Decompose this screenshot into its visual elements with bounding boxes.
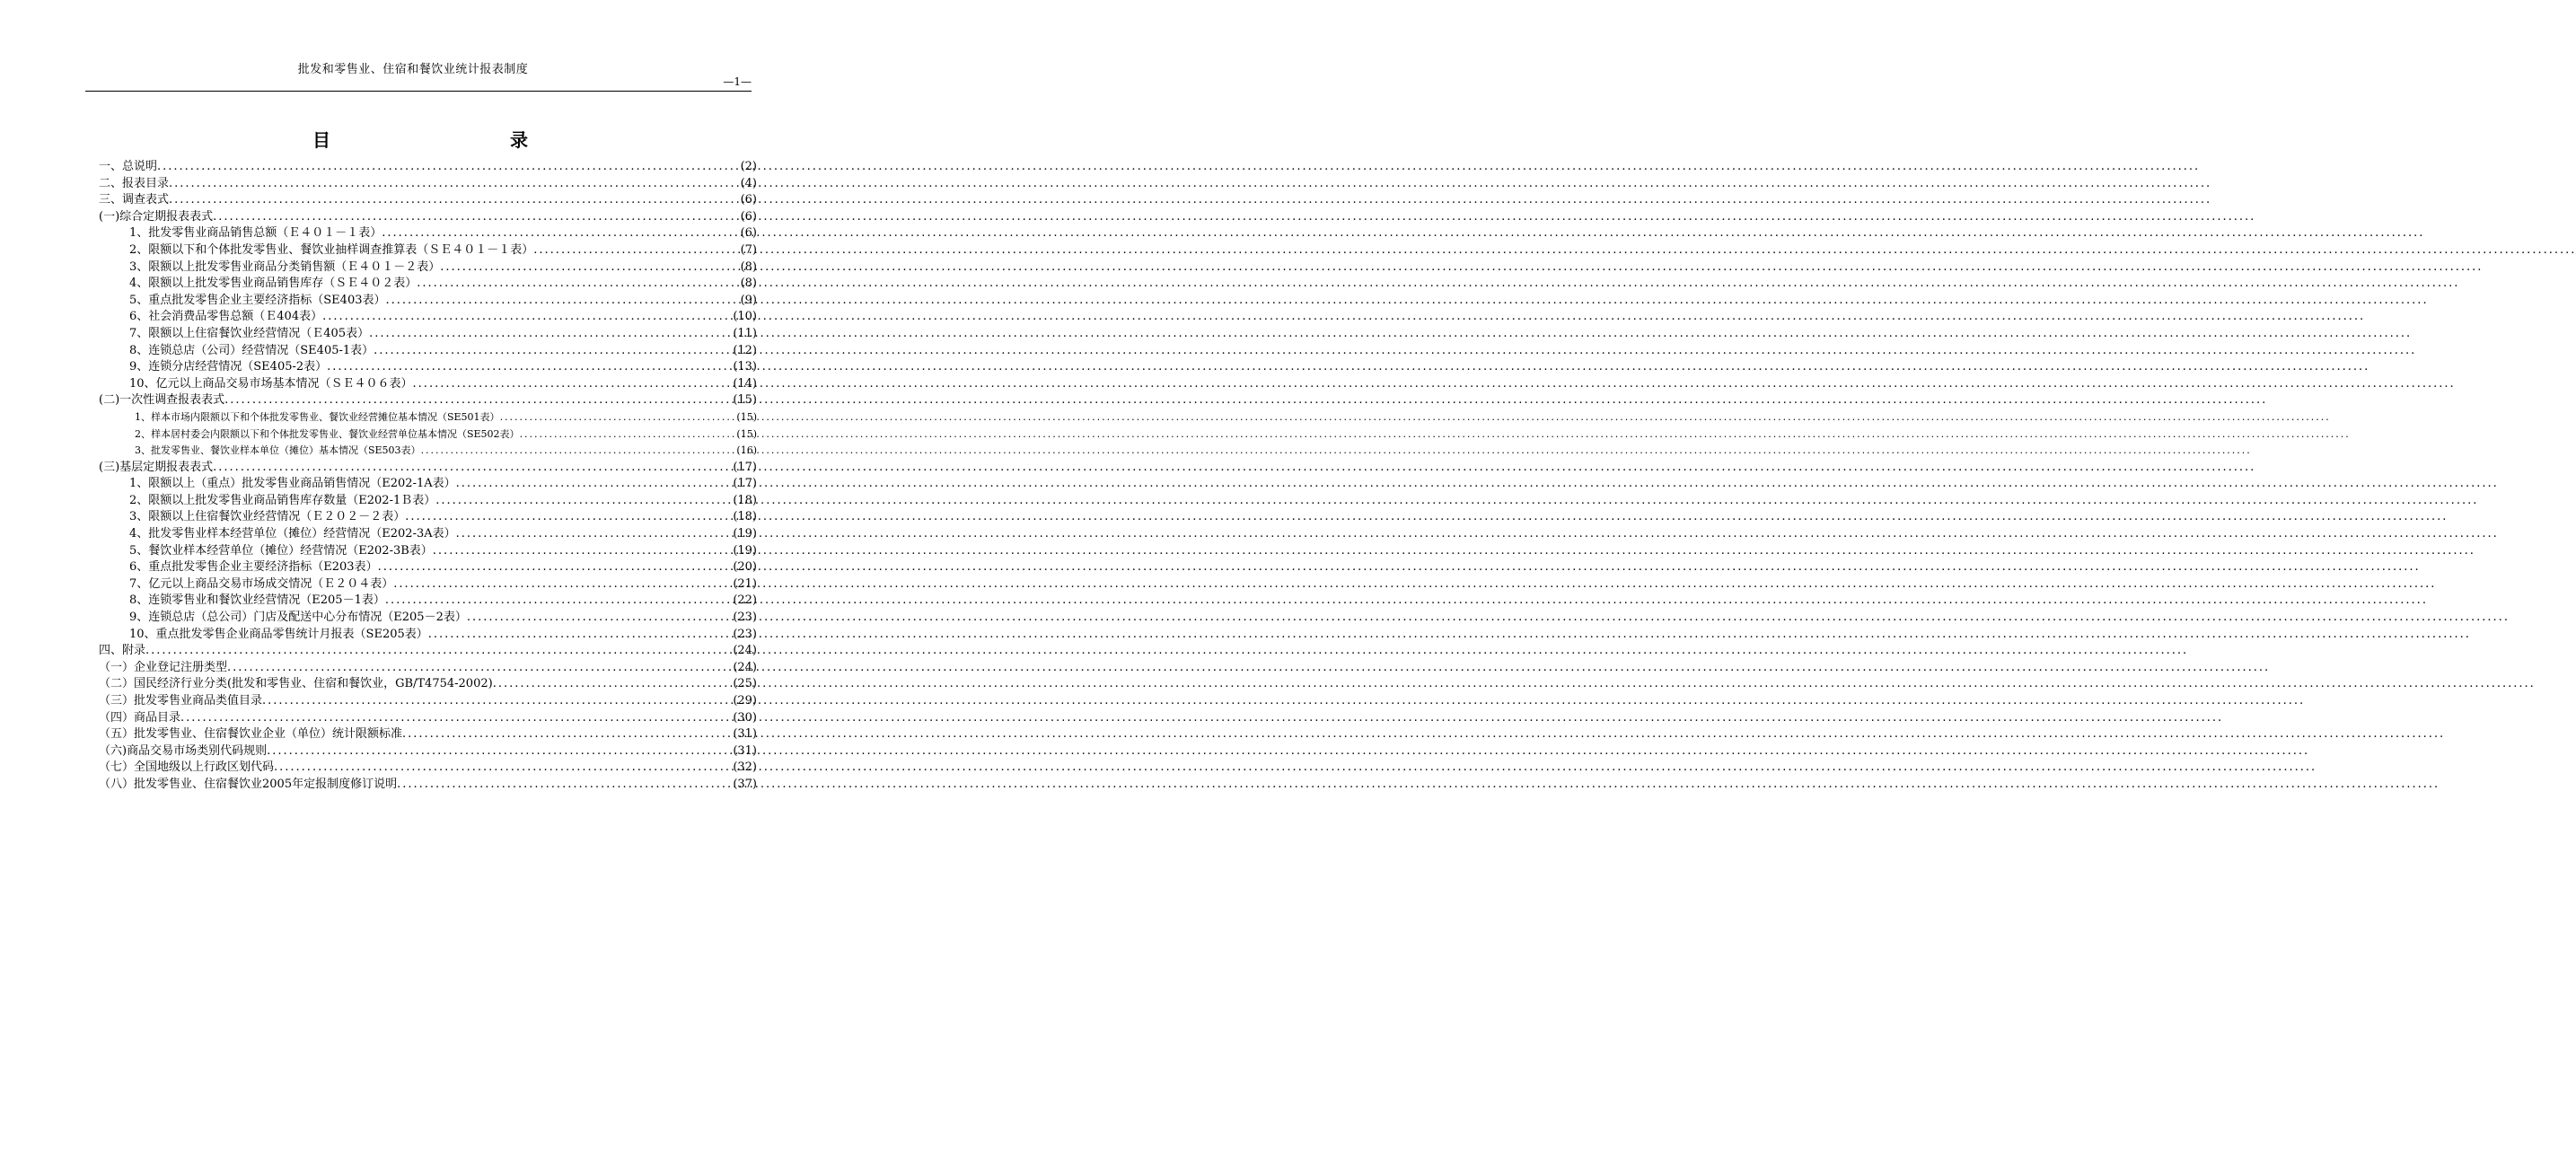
toc-leader (145, 643, 729, 660)
toc-entry-page: (15) (736, 427, 757, 440)
toc-entry[interactable] (99, 643, 757, 660)
toc-entry-page: (20) (733, 560, 757, 575)
toc-entry[interactable] (99, 660, 757, 677)
toc-entry[interactable] (99, 293, 757, 310)
toc-entry-page: (11) (733, 326, 757, 340)
toc-entry[interactable] (99, 426, 757, 444)
toc-entry-page: (17) (733, 460, 757, 474)
toc-leader (267, 743, 729, 760)
toc-entry-label: 1、限额以上（重点）批发零售业商品销售情况（E202-1A表） (129, 477, 456, 491)
toc-leader (369, 326, 729, 343)
toc-leader (467, 610, 729, 627)
toc-entry-label: 3、批发零售业、餐饮业样本单位（摊位）基本情况（SE503表） (135, 444, 421, 457)
toc-entry-page: (10) (733, 310, 757, 324)
toc-leader (227, 660, 729, 677)
toc-entry-page: (6) (740, 193, 757, 207)
toc-entry-label: 10、亿元以上商品交易市场基本情况（ＳＥ４０６表） (129, 376, 413, 391)
toc-leader (413, 376, 730, 393)
toc-entry[interactable] (99, 242, 757, 259)
toc-entry-page: (24) (733, 644, 757, 658)
toc-entry-label: 8、连锁零售业和餐饮业经营情况（E205－1表） (129, 593, 385, 608)
toc-entry-page: (24) (733, 660, 757, 674)
toc-leader (433, 543, 730, 560)
toc-entry-label: 7、限额以上住宿餐饮业经营情况（Ｅ405表） (129, 326, 370, 340)
toc-entry[interactable] (99, 743, 757, 760)
toc-entry[interactable] (99, 343, 757, 360)
toc-entry-page: (29) (733, 694, 757, 708)
toc-entry-label: 二、报表目录 (99, 176, 170, 190)
toc-entry-page: (19) (733, 543, 757, 558)
toc-entry[interactable] (99, 359, 757, 376)
toc-entry-page: (32) (733, 760, 757, 775)
toc-entry-page: (12) (733, 343, 757, 357)
toc-entry[interactable] (99, 276, 757, 293)
toc-entry-page: (8) (740, 259, 757, 274)
toc-entry-label: 8、连锁总店（公司）经营情况（SE405-1表） (129, 343, 374, 357)
toc-entry[interactable] (99, 493, 757, 510)
toc-entry-label: 7、亿元以上商品交易市场成交情况（Ｅ２０４表） (129, 576, 394, 591)
toc-entry-label: 2、限额以下和个体批发零售业、餐饮业抽样调查推算表（ＳＥ４０１－１表） (129, 242, 534, 257)
toc-entry-label: （四）商品目录 (99, 710, 181, 725)
toc-entry-page: (6) (740, 226, 757, 241)
toc-entry-label: 5、重点批发零售企业主要经济指标（SE403表） (129, 293, 386, 307)
toc-leader (385, 293, 736, 310)
toc-entry-label: （八）批发零售业、住宿餐饮业2005年定报制度修订说明 (99, 777, 398, 791)
toc-entry[interactable] (99, 509, 757, 526)
toc-leader (397, 777, 729, 794)
toc-entry[interactable] (99, 460, 757, 477)
toc-entry[interactable] (99, 326, 757, 343)
toc-entry-page: (18) (733, 493, 757, 507)
toc-entry[interactable] (99, 259, 757, 277)
toc-leader (180, 710, 729, 727)
toc-leader (385, 593, 729, 610)
toc-entry-label: （三）批发零售业商品类值目录 (99, 694, 263, 708)
toc-entry[interactable] (99, 693, 757, 710)
toc-entry[interactable] (99, 576, 757, 593)
toc-leader (157, 159, 737, 176)
toc-leader (533, 242, 736, 259)
toc-entry-label: (一)综合定期报表表式 (99, 209, 214, 224)
toc-entry-label: 四、附录 (99, 644, 146, 658)
header-title: 批发和零售业、住宿和餐饮业统计报表制度 (297, 63, 529, 76)
toc-heading-right: 录 (510, 129, 528, 151)
toc-leader (378, 559, 730, 576)
toc-entry-label: 1、批发零售业商品销售总额（Ｅ４０１－１表） (129, 226, 382, 241)
toc-entry-label: 9、连锁分店经营情况（SE405-2表） (129, 360, 328, 374)
toc-entry-label: （六)商品交易市场类别代码规则 (99, 743, 268, 758)
toc-entry[interactable] (99, 526, 757, 543)
toc-entry-label: （七）全国地级以上行政区划代码 (99, 760, 275, 775)
toc-leader (500, 409, 734, 426)
toc-entry-label: (二)一次性调查报表表式 (99, 393, 225, 408)
toc-entry[interactable] (99, 777, 757, 794)
toc-entry-label: 3、限额以上住宿餐饮业经营情况（Ｅ２０２－２表） (129, 510, 406, 524)
toc-entry[interactable] (99, 610, 757, 627)
toc-entry[interactable] (99, 627, 757, 644)
toc-entry-label: 1、样本市场内限额以下和个体批发零售业、餐饮业经营摊位基本情况（SE501表） (135, 410, 500, 423)
toc-leader (520, 426, 734, 444)
toc-entry-page: (31) (733, 743, 757, 758)
toc-leader (440, 259, 736, 277)
toc-entry[interactable] (99, 309, 757, 326)
toc-entry[interactable] (99, 710, 757, 727)
toc-entry-page: (15) (736, 410, 757, 423)
toc-entry-label: 6、重点批发零售企业主要经济指标（E203表） (129, 560, 378, 575)
toc-entry-page: (14) (733, 376, 757, 391)
toc-entry-label: 9、连锁总店（总公司）门店及配送中心分布情况（E205－2表） (129, 611, 467, 625)
toc-leader (262, 693, 729, 710)
toc-leader (274, 760, 729, 777)
toc-entry-page: (7) (740, 242, 757, 257)
toc-entry[interactable] (99, 176, 757, 193)
toc-entry-page: (30) (733, 710, 757, 725)
toc-entry-label: 2、样本居村委会内限额以下和个体批发零售业、餐饮业经营单位基本情况（SE502表） (135, 427, 520, 440)
toc-entry[interactable] (99, 593, 757, 610)
toc-leader (493, 676, 730, 693)
toc-leader (435, 493, 729, 510)
toc-entry-page: (13) (733, 360, 757, 374)
toc-entry-label: 5、餐饮业样本经营单位（摊位）经营情况（E202-3B表） (129, 543, 433, 558)
toc-entry-label: 三、调查表式 (99, 193, 170, 207)
toc-heading (312, 126, 528, 152)
toc-entry-page: (2) (740, 160, 757, 173)
toc-entry-label: 10、重点批发零售企业商品零售统计月报表（SE205表） (129, 627, 428, 641)
toc-entry-label: （一）企业登记注册类型 (99, 660, 228, 674)
toc-entry-label: 3、限额以上批发零售业商品分类销售额（Ｅ４０１－２表） (129, 259, 441, 274)
toc-entry-page: (25) (733, 677, 757, 691)
toc-entry[interactable] (99, 676, 757, 693)
toc-entry-page: (23) (733, 611, 757, 625)
toc-entry[interactable] (99, 559, 757, 576)
toc-leader (169, 192, 737, 209)
toc-leader (327, 359, 729, 376)
toc-entry[interactable] (99, 760, 757, 777)
toc-leader (402, 726, 729, 743)
toc-entry[interactable] (99, 225, 757, 242)
toc-entry-label: 4、批发零售业样本经营单位（摊位）经营情况（E202-3A表） (129, 527, 456, 541)
toc-entry[interactable] (99, 159, 757, 176)
toc-entry[interactable] (99, 376, 757, 393)
toc-entry-label: （二）国民经济行业分类(批发和零售业、住宿和餐饮业，GB/T4754-2002) (99, 677, 493, 691)
toc-entry[interactable] (99, 392, 757, 409)
toc-heading-left: 目 (312, 129, 330, 151)
toc-entry-page: (16) (736, 444, 757, 457)
toc-leader (456, 526, 730, 543)
toc-entry[interactable] (99, 192, 757, 209)
toc-leader (421, 443, 734, 460)
toc-leader (417, 276, 736, 293)
toc-entry-label: （五）批发零售业、住宿餐饮业企业（单位）统计限额标准 (99, 727, 403, 742)
toc-entry[interactable] (99, 726, 757, 743)
toc-entry-page: (4) (740, 176, 757, 190)
toc-leader (213, 209, 736, 226)
toc-entry-page: (31) (733, 727, 757, 742)
toc-entry-page: (17) (733, 477, 757, 491)
toc-entry-page: (23) (733, 627, 757, 641)
toc-leader (322, 309, 729, 326)
toc-entry-page: (21) (733, 576, 757, 591)
toc-leader (382, 225, 736, 242)
toc-entry-page: (6) (740, 209, 757, 224)
toc-leader (405, 509, 729, 526)
toc-entry[interactable] (99, 543, 757, 560)
header-page-number: —1— (723, 75, 752, 88)
toc-leader (393, 576, 729, 593)
toc-entry[interactable] (99, 443, 757, 460)
toc-entry-label: 一、总说明 (99, 160, 158, 173)
toc-entry-page: (37) (733, 777, 757, 791)
toc-entry-page: (18) (733, 510, 757, 524)
toc-entry-label: 4、限额以上批发零售业商品销售库存（ＳＥ４０２表） (129, 277, 418, 291)
toc-leader (224, 392, 729, 409)
toc-leader (456, 476, 730, 493)
toc-entry-label: 6、社会消费品零售总额（Ｅ404表） (129, 310, 323, 324)
toc-entry[interactable] (99, 209, 757, 226)
toc-entry-label: 2、限额以上批发零售业商品销售库存数量（E202-1Ｂ表） (129, 493, 436, 507)
toc-entry[interactable] (99, 476, 757, 493)
header-rule (85, 91, 752, 92)
toc-leader (428, 627, 730, 644)
toc-entry-page: (8) (740, 277, 757, 291)
toc-entry-page: (19) (733, 527, 757, 541)
toc-leader (213, 460, 729, 477)
toc-entry[interactable] (99, 409, 757, 426)
toc-leader (169, 176, 737, 193)
toc-entry-page: (22) (733, 593, 757, 608)
toc-leader (374, 343, 729, 360)
toc-entry-page: (15) (733, 393, 757, 408)
table-of-contents (99, 159, 757, 794)
toc-entry-label: (三)基层定期报表表式 (99, 460, 214, 474)
toc-entry-page: (9) (740, 293, 757, 307)
